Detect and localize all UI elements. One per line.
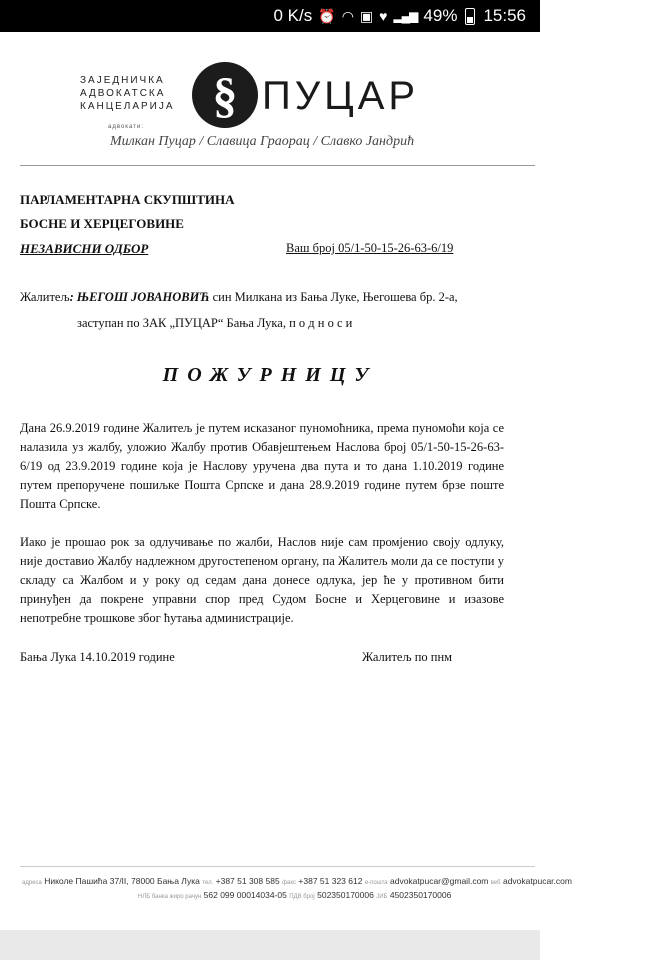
firm-type-line: ЗАЈЕДНИЧКА: [80, 75, 165, 86]
footer-pdv: 502350170006: [317, 890, 374, 900]
footer-tel: +387 51 308 585: [215, 876, 280, 886]
firm-type-line: АДВОКАТСКА: [80, 88, 166, 99]
wifi-icon: ◠: [341, 7, 354, 24]
addressee-line-2: БОСНЕ И ХЕРЦЕГОВИНЕ: [20, 216, 184, 231]
letterhead: [80, 62, 460, 162]
firm-type-line: КАНЦЕЛАРИЈА: [80, 101, 175, 112]
place-date: Бања Лука 14.10.2019 године: [20, 650, 175, 664]
battery-icon: [465, 8, 475, 25]
firm-type: [80, 74, 190, 113]
footer-bank: НЛБ банка жиро рачун 562 099 00014034-05 ПДВ број 502350170006 ЈИБ 4502350170006: [138, 890, 452, 900]
addressee-line-3: НЕЗАВИСНИ ОДБОР: [20, 241, 149, 256]
footer-email: advokatpucar@gmail.com: [389, 876, 489, 886]
complainant-label: Жалитељ: [20, 290, 70, 304]
photo-icon: ▣: [359, 7, 374, 24]
network-speed: 0 K/s: [273, 6, 313, 25]
status-bar: [0, 0, 540, 32]
body-paragraph: Иако је прошао рок за одлучивање по жалби, Наслов није сам промјенио своју одлуку, није доставио Жалбу надлежном другостепеном органу, па Жалитељ моли да се поступи у складу са Жалбом и у року од седам дана донесе одлука, јер ће у противном бити принуђен да покрене управни спор пред Судом Босне и Херцеговине и изазове непотребне трошкове због ћутања администрације.: [20, 535, 504, 625]
battery-percent: 49%: [423, 6, 458, 25]
addressee-line-1: ПАРЛАМЕНТАРНА СКУПШТИНА: [20, 192, 235, 207]
footer-contact: адреса Николе Пашића 37/II, 78000 Бања Лука тел. +387 51 308 585 факс +387 51 323 612 e-пошта advokatpucar@gmail.com веб advokatpucar.com: [22, 876, 572, 886]
body-paragraph: Дана 26.9.2019 године Жалитељ је путем исказаног пуномоћника, према пуномоћи која се налазила уз жалбу, уложио Жалбу против Обавјештењем Наслова број 05/1-50-15-26-63-6/19 од 23.9.2019 године која је Наслову уручена два пута и то дана 1.10.2019 године путем препоручене пошиљке Пошта Српске и дана 28.9.2019 године путем брзе поште Пошта Српске.: [20, 421, 504, 511]
lawyers-label: адвокати:: [108, 124, 145, 130]
message-icon: ♥: [379, 8, 388, 24]
footer-address: Николе Пашића 37/II, 78000 Бања Лука: [44, 876, 200, 886]
signature-line: Жалитељ по пнм: [362, 650, 453, 664]
letterhead-divider: [20, 165, 535, 166]
footer-jib: 4502350170006: [389, 890, 452, 900]
representation-line: заступан по ЗАК „ПУЦАР“ Бања Лука, п о д н о с и: [77, 316, 353, 330]
reference-number: Ваш број 05/1-50-15-26-63-6/19: [286, 241, 454, 255]
alarm-icon: ⏰: [318, 7, 336, 24]
signal-icon: ▂▄▆: [393, 9, 418, 23]
footer-fax: +387 51 323 612: [298, 876, 363, 886]
footer-bank-account: 562 099 00014034-05: [203, 890, 287, 900]
firm-name: ПУЦАР: [262, 74, 420, 118]
footer-web: advokatpucar.com: [502, 876, 572, 886]
complainant-details: син Милкана из Бања Луке, Његошева бр. 2-а,: [209, 290, 458, 304]
clock: 15:56: [483, 6, 526, 25]
document-title: ПОЖУРНИЦУ: [162, 364, 378, 386]
complainant-line: [20, 290, 458, 305]
footer-divider: [20, 866, 535, 867]
partner-names: Милкан Пуцар / Славица Граорац / Славко Јандрић: [110, 134, 415, 149]
paragraph-logo-icon: §: [192, 62, 258, 128]
complainant-name: : ЊЕГОШ ЈОВАНОВИЋ: [69, 290, 210, 304]
viewer-bottom-bar: [0, 930, 540, 960]
